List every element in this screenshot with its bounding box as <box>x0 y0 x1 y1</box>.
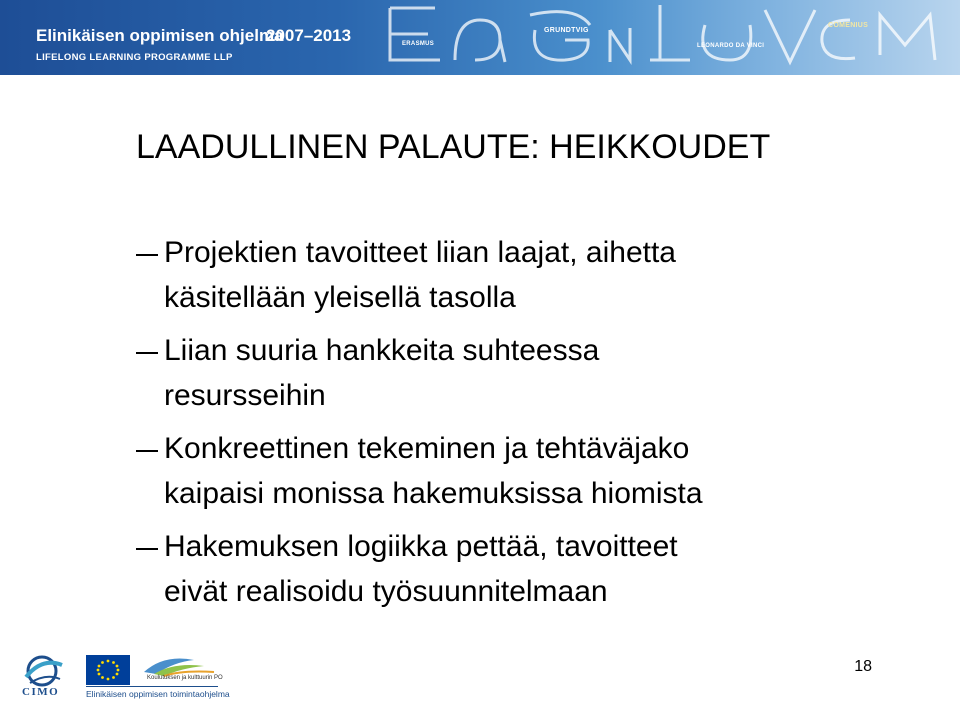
bullet-line: Konkreettinen tekeminen ja tehtäväjako <box>164 432 690 465</box>
programme-label-leonardo: LEONARDO DA VINCI <box>697 43 765 49</box>
bullet-line: käsitellään yleisellä tasolla <box>164 281 516 314</box>
programme-label-erasmus: ERASMUS <box>402 41 435 47</box>
bullet-line: eivät realisoidu työsuunnitelmaan <box>164 575 608 608</box>
footer-divider <box>86 686 218 687</box>
programme-label-comenius: COMENIUS <box>828 22 869 29</box>
bullet-list <box>136 230 926 622</box>
eu-flag-icon <box>86 655 130 685</box>
slide-title: LAADULLINEN PALAUTE: HEIKKOUDET <box>136 128 771 166</box>
bullet-line: kaipaisi monissa hakemuksissa hiomista <box>164 477 703 510</box>
bullet-line: resursseihin <box>164 379 326 412</box>
bullet-item <box>136 328 926 418</box>
bullet-line: Projektien tavoitteet liian laajat, aihetta <box>164 236 676 269</box>
programme-letters-art <box>360 0 960 75</box>
llp-footer-text: Elinikäisen oppimisen toimintaohjelma <box>86 689 230 699</box>
page-number: 18 <box>854 658 872 675</box>
bullet-line: Hakemuksen logiikka pettää, tavoitteet <box>164 530 678 563</box>
programme-label-grundtvig: GRUNDTVIG <box>544 27 589 34</box>
llp-caption: Koulutuksen ja kulttuurin PO <box>147 675 223 681</box>
programme-years: 2007–2013 <box>266 26 352 45</box>
bullet-item <box>136 524 926 614</box>
bullet-item <box>136 230 926 320</box>
bullet-item <box>136 426 926 516</box>
cimo-wordmark: CIMO <box>22 686 60 698</box>
programme-subtitle: LIFELONG LEARNING PROGRAMME LLP <box>36 52 233 63</box>
bullet-line: Liian suuria hankkeita suhteessa <box>164 334 600 367</box>
programme-title: Elinikäisen oppimisen ohjelma <box>36 26 284 45</box>
header-banner <box>0 0 960 75</box>
llp-logo-icon <box>134 650 218 690</box>
